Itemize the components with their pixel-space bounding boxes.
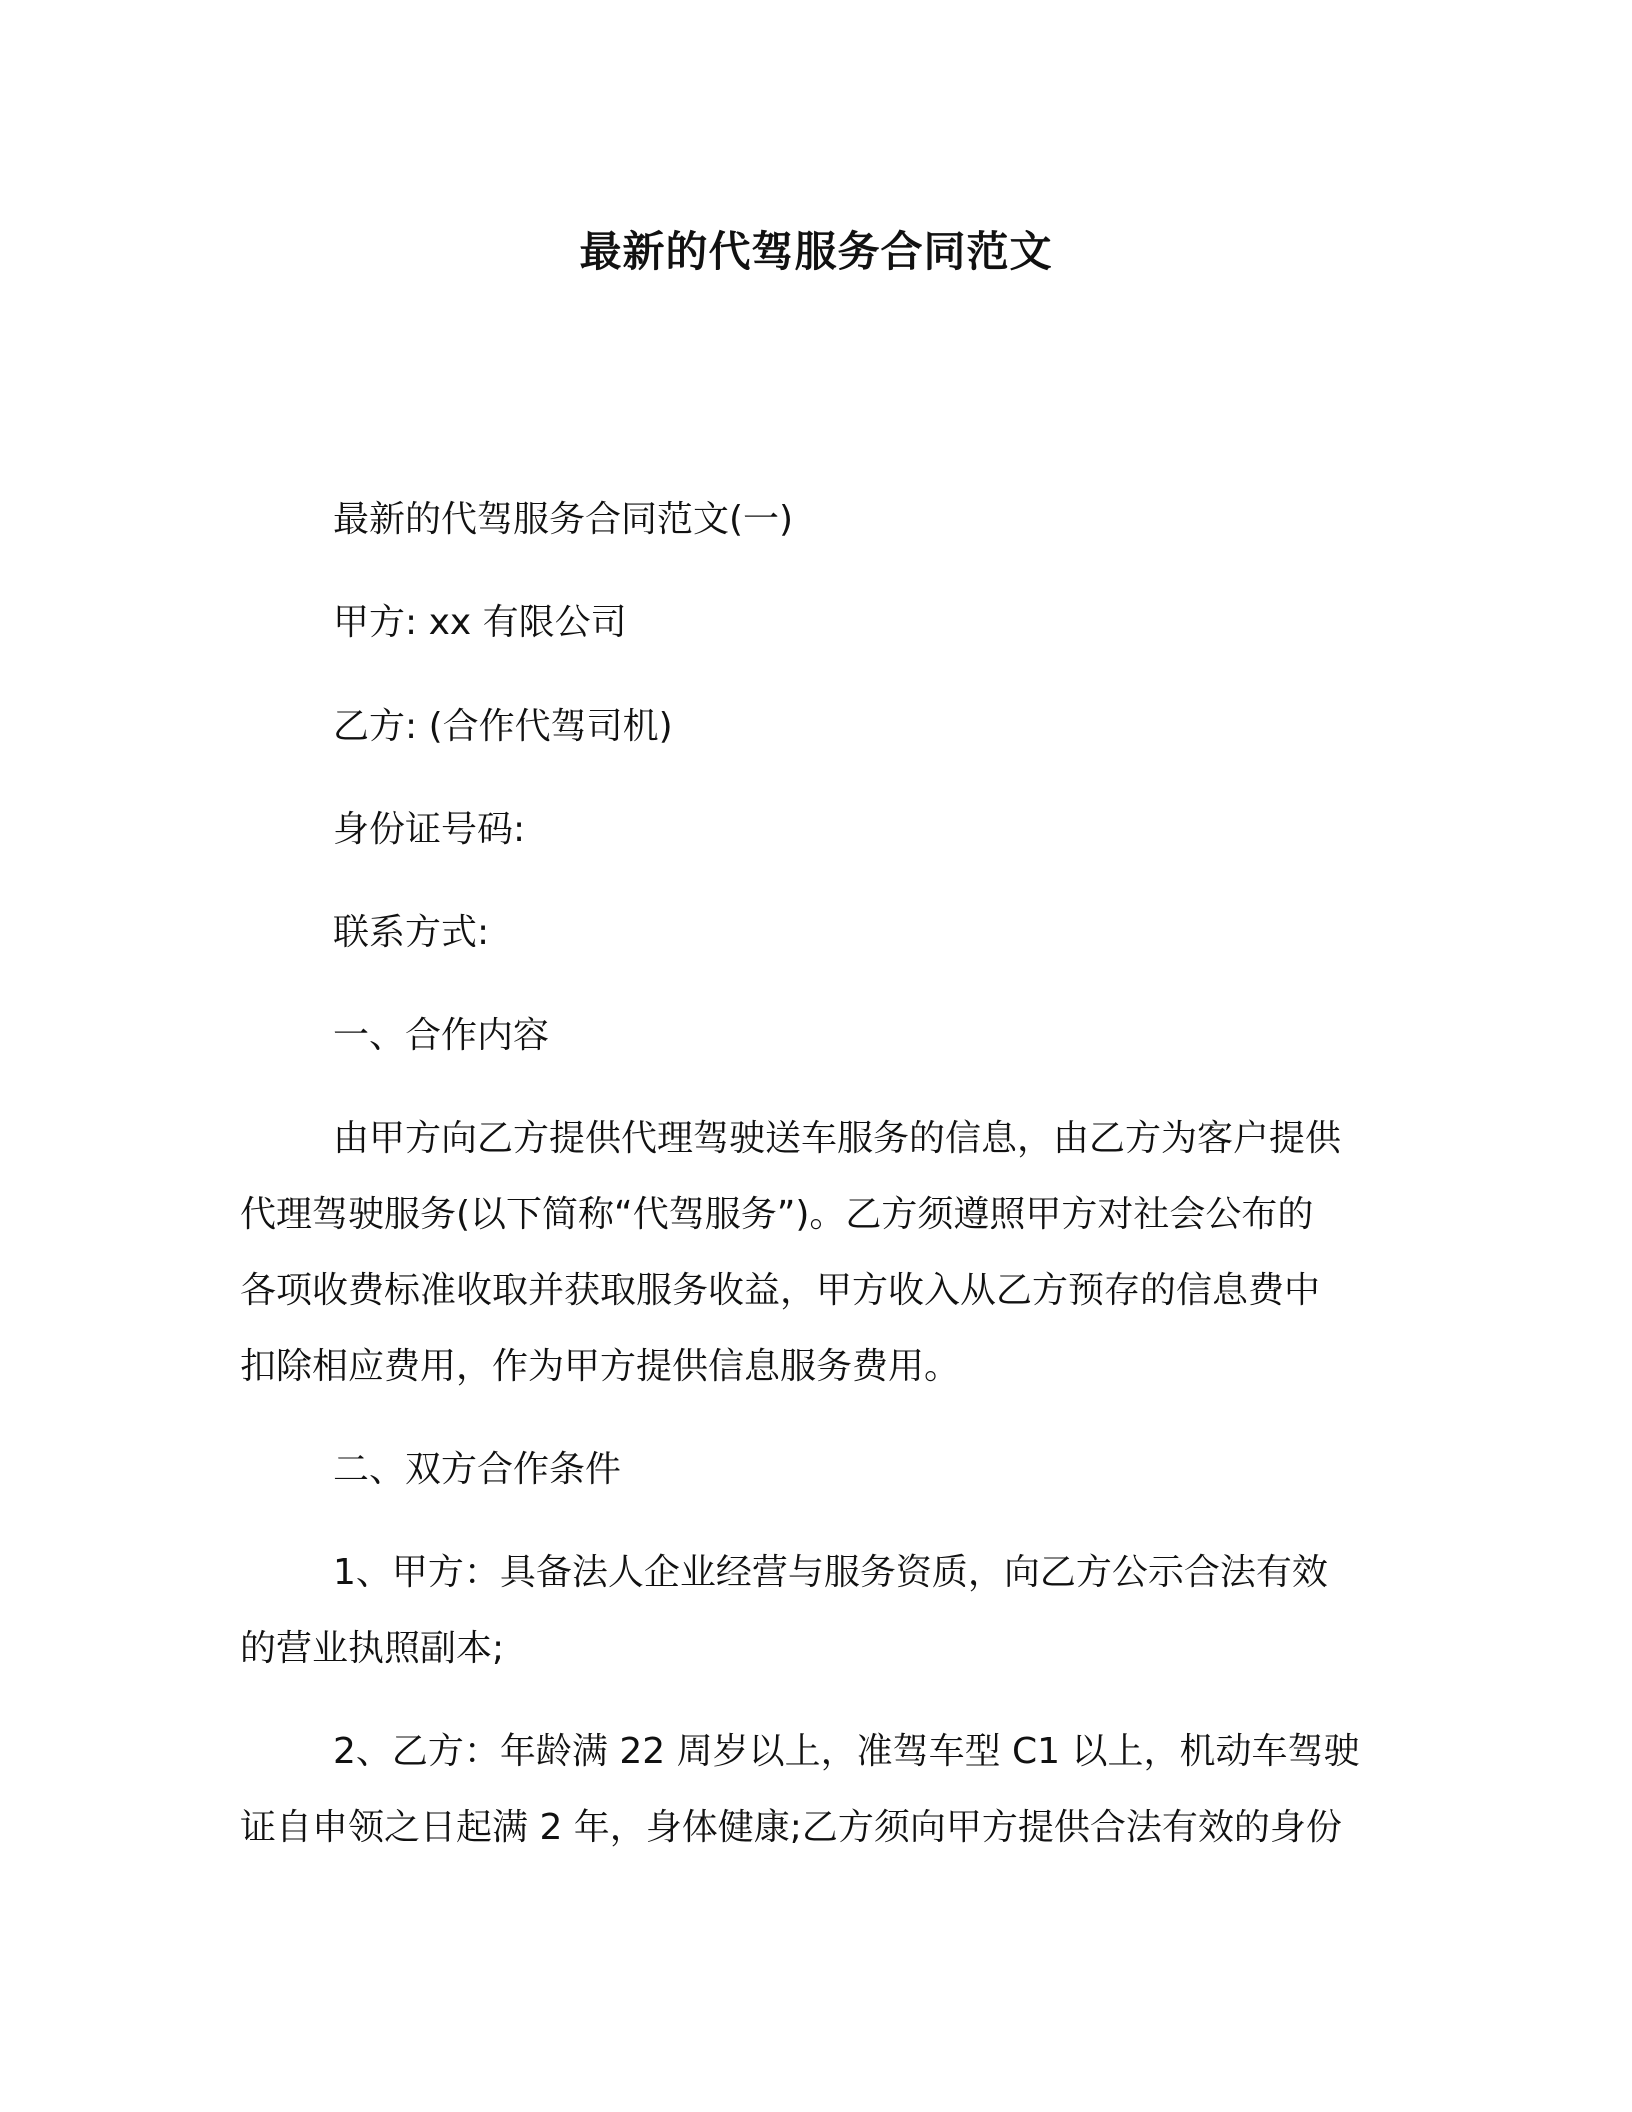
paragraph-line: 扣除相应费用，作为甲方提供信息服务费用。 <box>240 1346 961 1387</box>
section-heading-cooperation-conditions: 二、双方合作条件 <box>333 1449 622 1490</box>
party-b-line: 乙方: (合作代驾司机) <box>333 706 673 747</box>
section-heading-cooperation-content: 一、合作内容 <box>333 1015 550 1056</box>
party-a-line: 甲方: xx 有限公司 <box>333 602 627 643</box>
document-title: 最新的代驾服务合同范文 <box>579 227 1053 276</box>
paragraph-line: 代理驾驶服务(以下简称“代驾服务”)。乙方须遵照甲方对社会公布的 <box>240 1194 1314 1235</box>
contact-line: 联系方式: <box>333 912 490 953</box>
clause-line: 的营业执照副本; <box>240 1628 505 1669</box>
clause-line: 证自申领之日起满 2 年，身体健康;乙方须向甲方提供合法有效的身份 <box>240 1807 1342 1848</box>
clause-line: 1、甲方：具备法人企业经营与服务资质，向乙方公示合法有效 <box>333 1552 1328 1593</box>
paragraph-line: 各项收费标准收取并获取服务收益，甲方收入从乙方预存的信息费中 <box>240 1270 1321 1311</box>
paragraph-line: 由甲方向乙方提供代理驾驶送车服务的信息，由乙方为客户提供 <box>333 1118 1342 1159</box>
clause-line: 2、乙方：年龄满 22 周岁以上，准驾车型 C1 以上，机动车驾驶 <box>333 1731 1360 1772</box>
id-number-line: 身份证号码: <box>333 809 526 850</box>
contract-subtitle: 最新的代驾服务合同范文(一) <box>333 499 794 540</box>
